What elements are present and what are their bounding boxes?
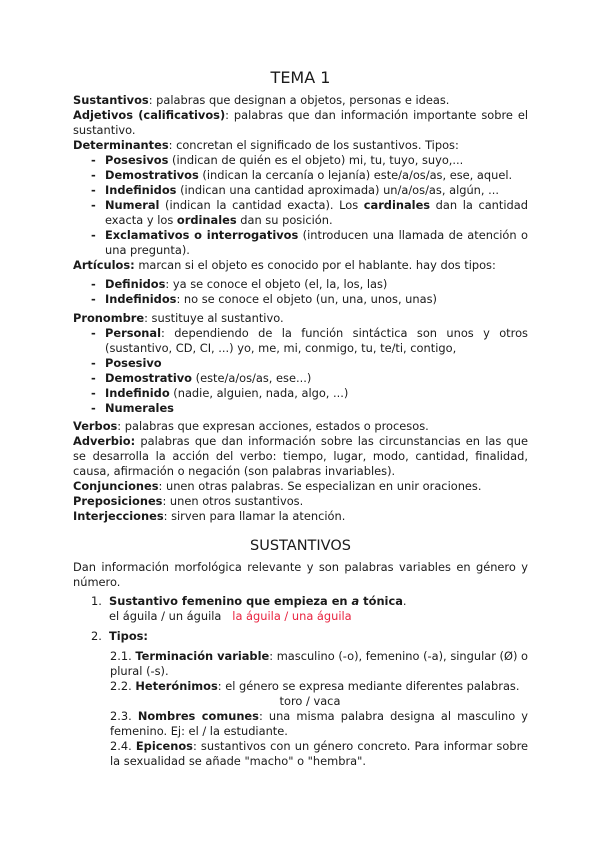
list-item: - Posesivos (indican de quién es el objeto) mi, tu, tuyo, suyo,... — [93, 153, 528, 168]
list-item: - Demostrativos (indican la cercanía o lejanía) este/a/os/as, ese, aquel. — [93, 168, 528, 183]
heteronimos-example: toro / vaca — [279, 694, 341, 708]
subsection-2-3: 2.3. Nombres comunes: una misma palabra designa al masculino y femenino. Ej: el / la estudiante. — [110, 709, 528, 738]
list-item: - Definidos: ya se conoce el objeto (el, la, los, las) — [93, 277, 528, 292]
list-item: - Posesivo — [93, 356, 528, 371]
incorrect-example: la águila / una águila — [232, 609, 352, 623]
correct-example: el águila / un águila — [109, 609, 222, 623]
list-item: - Demostrativo (este/a/os/as, ese...) — [93, 371, 528, 386]
def-adverbio: Adverbio: palabras que dan información sobre las circunstancias en las que se desarrolla la acción del verbo: tiempo, lugar, modo, cantidad, finalidad, causa, afirmación o negación (son palabras invariables). — [73, 434, 528, 478]
determinantes-list — [73, 153, 528, 258]
numbered-item-2: 2. Tipos: — [91, 629, 148, 643]
pronombre-list — [73, 326, 528, 416]
def-sustantivos: Sustantivos: palabras que designan a objetos, personas e ideas. — [73, 93, 450, 107]
list-item: - Indefinido (nadie, alguien, nada, algo, ...) — [93, 386, 528, 401]
list-item: - Numeral (indican la cantidad exacta). Los cardinales dan la cantidad exacta y los ordinales dan su posición. — [93, 198, 528, 228]
tipos-subsections — [73, 649, 528, 769]
page-title: TEMA 1 — [270, 68, 331, 87]
def-interjecciones: Interjecciones: sirven para llamar la atención. — [73, 509, 346, 523]
def-articulos: Artículos: marcan si el objeto es conocido por el hablante. hay dos tipos: — [73, 258, 496, 272]
list-item: - Indefinidos: no se conoce el objeto (un, una, unos, unas) — [93, 292, 528, 307]
def-pronombre: Pronombre: sustituye al sustantivo. — [73, 311, 284, 325]
def-verbos: Verbos: palabras que expresan acciones, estados o procesos. — [73, 419, 429, 433]
subsection-2-1: 2.1. Terminación variable: masculino (-o), femenino (-a), singular (Ø) o plural (-s). — [110, 649, 528, 678]
articulos-list — [73, 277, 528, 307]
def-adjetivos: Adjetivos (calificativos): palabras que dan información importante sobre el sustantivo. — [73, 108, 528, 137]
def-conjunciones: Conjunciones: unen otras palabras. Se especializan en unir oraciones. — [73, 479, 482, 493]
list-item: - Personal: dependiendo de la función sintáctica son unos y otros (sustantivo, CD, CI, ...) yo, me, mi, conmigo, tu, te/ti, contigo, — [93, 326, 528, 356]
section-title: SUSTANTIVOS — [250, 538, 351, 554]
subsection-2-2: 2.2. Heterónimos: el género se expresa mediante diferentes palabras. — [110, 679, 520, 693]
def-preposiciones: Preposiciones: unen otros sustantivos. — [73, 494, 304, 508]
list-item: - Numerales — [93, 401, 528, 416]
def-determinantes: Determinantes: concretan el significado de los sustantivos. Tipos: — [73, 138, 459, 152]
list-item: - Exclamativos o interrogativos (introducen una llamada de atención o una pregunta). — [93, 228, 528, 258]
sustantivos-numbered-list — [73, 594, 528, 644]
section-intro: Dan información morfológica relevante y son palabras variables en género y número. — [73, 560, 528, 589]
list-item: - Indefinidos (indican una cantidad aproximada) un/a/os/as, algún, ... — [93, 183, 528, 198]
numbered-item-1: 1. Sustantivo femenino que empieza en a tónica. el águila / un águila la águila / una águila — [91, 594, 407, 623]
subsection-2-4: 2.4. Epicenos: sustantivos con un género concreto. Para informar sobre la sexualidad se añade "macho" o "hembra". — [110, 739, 529, 768]
